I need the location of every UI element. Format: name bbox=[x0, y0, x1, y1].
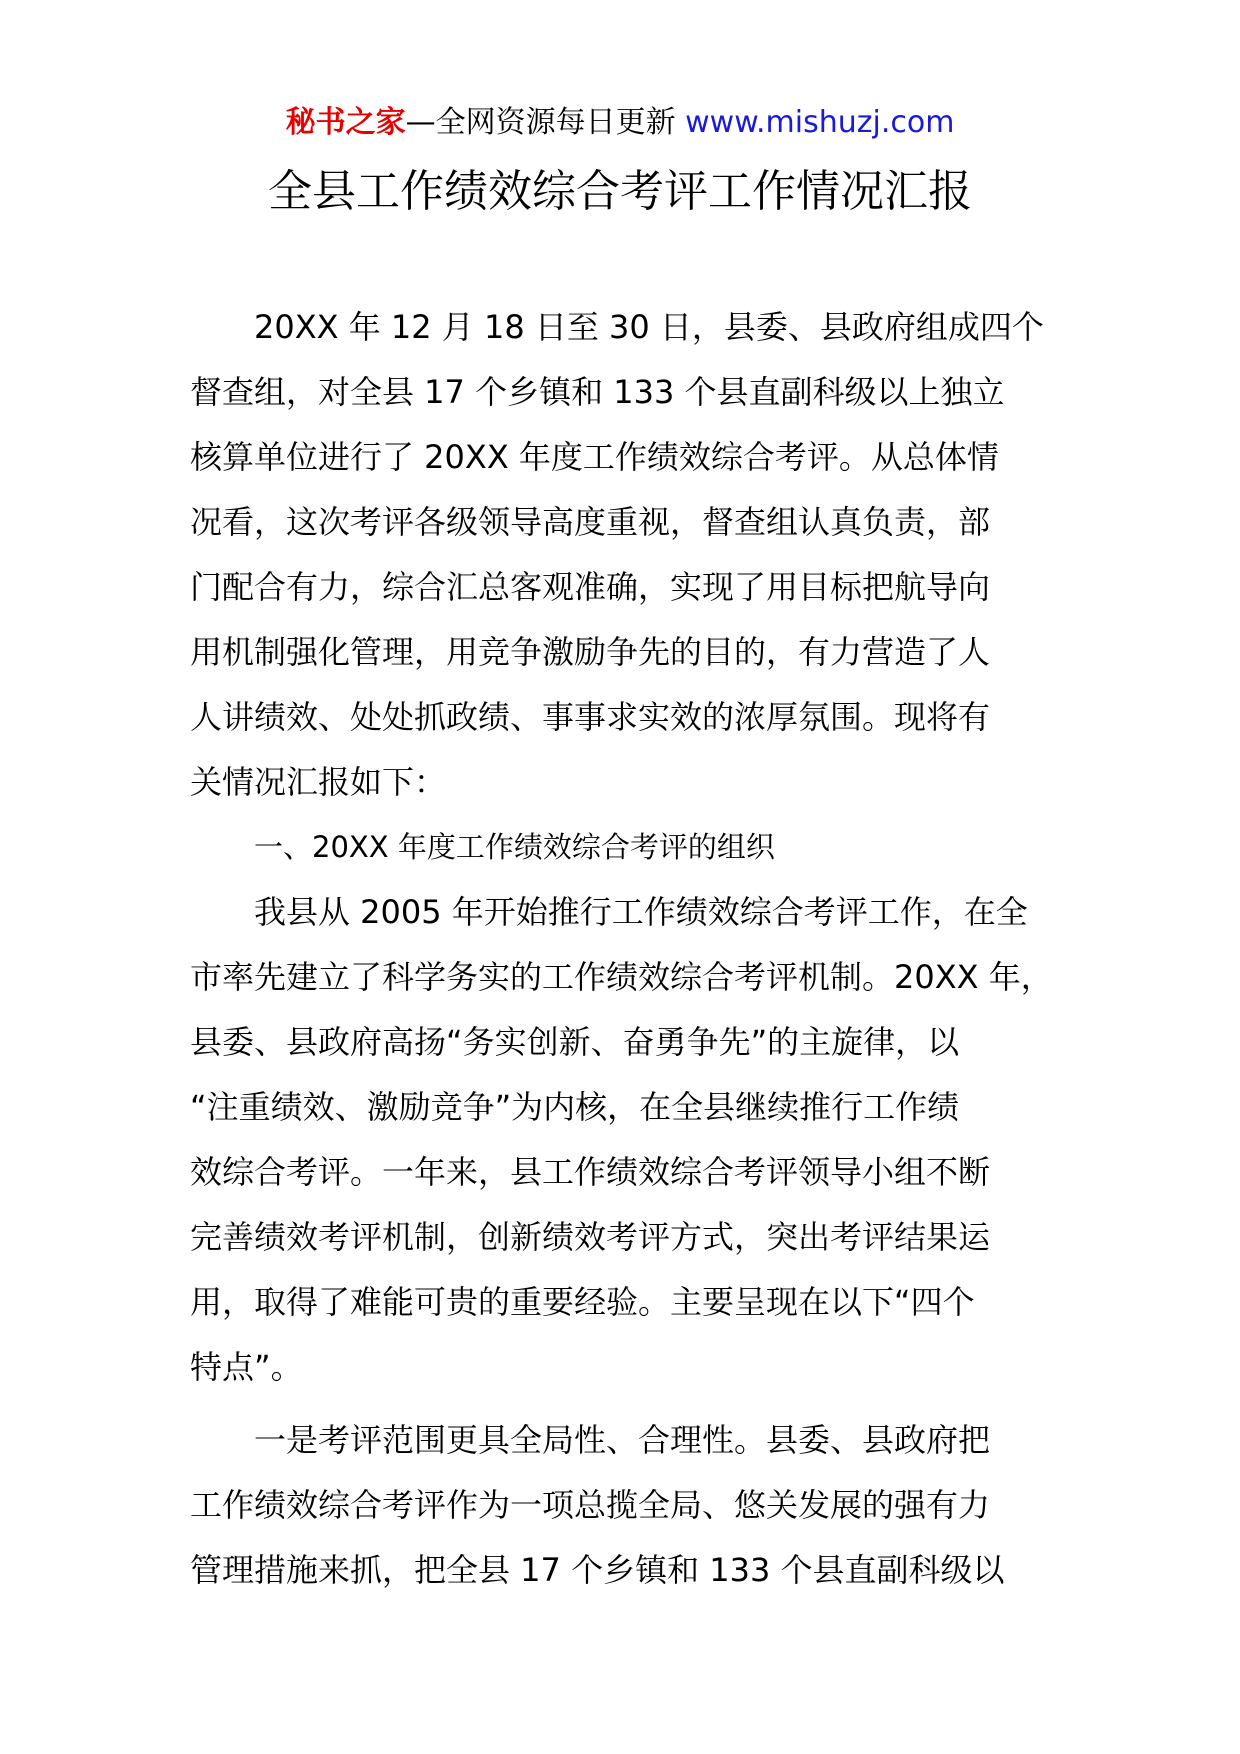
paragraph-gap bbox=[190, 1400, 1070, 1408]
section-heading bbox=[190, 815, 1070, 880]
paragraph-line: 管理措施来抓，把全县 17 个乡镇和 133 个县直副科级以 bbox=[190, 1551, 1005, 1589]
body-paragraph bbox=[190, 1408, 1070, 1603]
paragraph-line: 我县从 2005 年开始推行工作绩效综合考评工作，在全 bbox=[254, 893, 1028, 931]
paragraph-line: 门配合有力，综合汇总客观准确，实现了用目标把航导向 bbox=[190, 568, 991, 606]
paragraph-line: “注重绩效、激励竞争”为内核，在全县继续推行工作绩 bbox=[190, 1088, 960, 1126]
paragraph-line: 特点”。 bbox=[190, 1348, 303, 1386]
paragraph-line: 市率先建立了科学务实的工作绩效综合考评机制。20XX 年， bbox=[190, 958, 1053, 996]
paragraph-line: 用，取得了难能可贵的重要经验。主要呈现在以下“四个 bbox=[190, 1283, 975, 1321]
paragraph-line: 督查组，对全县 17 个乡镇和 133 个县直副科级以上独立 bbox=[190, 373, 1005, 411]
paragraph-line: 人讲绩效、处处抓政绩、事事求实效的浓厚氛围。现将有 bbox=[190, 698, 991, 736]
paragraph-line: 一、20XX 年度工作绩效综合考评的组织 bbox=[254, 830, 775, 864]
site-tagline: —全网资源每日更新 bbox=[405, 105, 676, 140]
site-header bbox=[0, 103, 1240, 143]
document-title: 全县工作绩效综合考评工作情况汇报 bbox=[268, 166, 972, 217]
paragraph-line: 20XX 年 12 月 18 日至 30 日，县委、县政府组成四个 bbox=[254, 308, 1044, 346]
paragraph-line: 效综合考评。一年来，县工作绩效综合考评领导小组不断 bbox=[190, 1153, 991, 1191]
paragraph-line: 完善绩效考评机制，创新绩效考评方式，突出考评结果运 bbox=[190, 1218, 991, 1256]
paragraph-line: 工作绩效综合考评作为一项总揽全局、悠关发展的强有力 bbox=[190, 1486, 991, 1524]
paragraph-line: 况看，这次考评各级领导高度重视，督查组认真负责，部 bbox=[190, 503, 991, 541]
site-url-link[interactable]: www.mishuzj.com bbox=[685, 105, 955, 140]
body-paragraph bbox=[190, 880, 1070, 1400]
paragraph-line: 一是考评范围更具全局性、合理性。县委、县政府把 bbox=[254, 1421, 991, 1459]
paragraph-line: 关情况汇报如下： bbox=[190, 763, 447, 801]
paragraph-line: 核算单位进行了 20XX 年度工作绩效综合考评。从总体情 bbox=[190, 438, 999, 476]
paragraph-line: 用机制强化管理，用竞争激励争先的目的，有力营造了人 bbox=[190, 633, 991, 671]
document-body bbox=[190, 295, 1070, 1603]
body-paragraph bbox=[190, 295, 1070, 815]
site-brand: 秘书之家 bbox=[285, 105, 406, 140]
paragraph-line: 县委、县政府高扬“务实创新、奋勇争先”的主旋律，以 bbox=[190, 1023, 960, 1061]
